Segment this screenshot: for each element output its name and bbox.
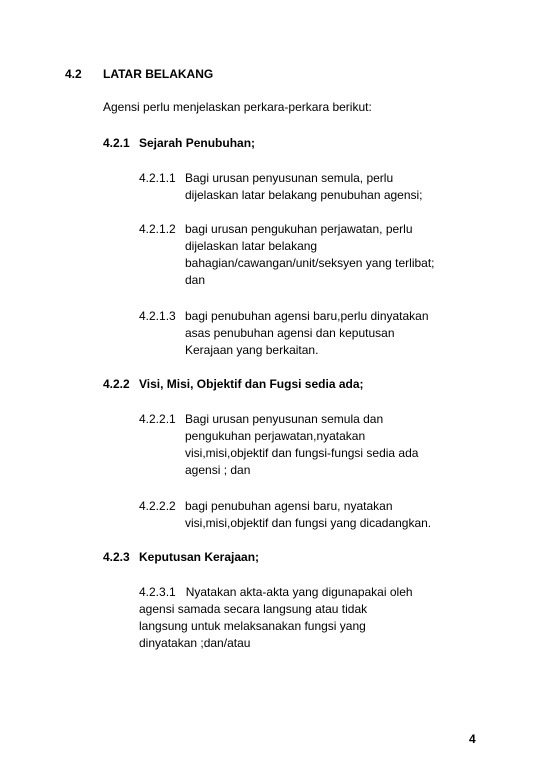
item-text	[185, 411, 418, 479]
item-first-line	[139, 584, 413, 601]
item-line: bagi urusan pengukuhan perjawatan, perlu	[185, 222, 413, 236]
item-line: dan	[185, 273, 206, 287]
subsection-title: Visi, Misi, Objektif dan Fugsi sedia ada;	[139, 377, 364, 391]
item-text	[185, 498, 431, 532]
item-number: 4.2.2.1	[139, 412, 176, 426]
item-line: Bagi urusan penyusunan semula, perlu	[185, 171, 394, 185]
item-number: 4.2.2.2	[139, 499, 176, 513]
item-number: 4.2.1.2	[139, 222, 176, 236]
item-text	[185, 221, 435, 289]
item-line: Kerajaan yang berkaitan.	[185, 343, 319, 357]
subsection-title: Keputusan Kerajaan;	[139, 550, 260, 564]
item-line: pengukuhan perjawatan,nyatakan	[185, 429, 366, 443]
item-line: agensi samada secara langsung atau tidak	[139, 602, 368, 616]
subsection-title: Sejarah Penubuhan;	[139, 136, 256, 150]
subsection-number: 4.2.3	[103, 550, 130, 564]
subsection-number: 4.2.1	[103, 136, 130, 150]
item-line: langsung untuk melaksanakan fungsi yang	[139, 619, 366, 633]
item-line: asas penubuhan agensi dan keputusan	[185, 326, 395, 340]
item-line: bagi penubuhan agensi baru,perlu dinyatakan	[185, 309, 429, 323]
item-line: dijelaskan latar belakang penubuhan agensi;	[185, 188, 423, 202]
item-text	[185, 170, 423, 204]
item-number: 4.2.1.3	[139, 309, 176, 323]
item-number: 4.2.3.1	[139, 585, 176, 599]
item-line: Nyatakan akta-akta yang digunapakai oleh	[185, 585, 413, 599]
item-number: 4.2.1.1	[139, 171, 176, 185]
section-title: LATAR BELAKANG	[103, 67, 214, 81]
item-line: visi,misi,objektif dan fungsi-fungsi sedia ada	[185, 446, 419, 460]
item-text	[185, 308, 429, 359]
item-block	[139, 584, 413, 652]
item-line: bagi penubuhan agensi baru, nyatakan	[185, 499, 393, 513]
item-line: dinyatakan ;dan/atau	[139, 636, 251, 650]
item-line: agensi ; dan	[185, 463, 251, 477]
item-line: bahagian/cawangan/unit/seksyen yang terlibat;	[185, 256, 435, 270]
page-number: 4	[469, 732, 476, 746]
section-number: 4.2	[65, 67, 82, 81]
subsection-number: 4.2.2	[103, 377, 130, 391]
item-line: visi,misi,objektif dan fungsi yang dicadangkan.	[185, 516, 432, 530]
item-line: Bagi urusan penyusunan semula dan	[185, 412, 384, 426]
section-intro: Agensi perlu menjelaskan perkara-perkara berikut:	[103, 100, 372, 114]
item-line: dijelaskan latar belakang	[185, 239, 318, 253]
